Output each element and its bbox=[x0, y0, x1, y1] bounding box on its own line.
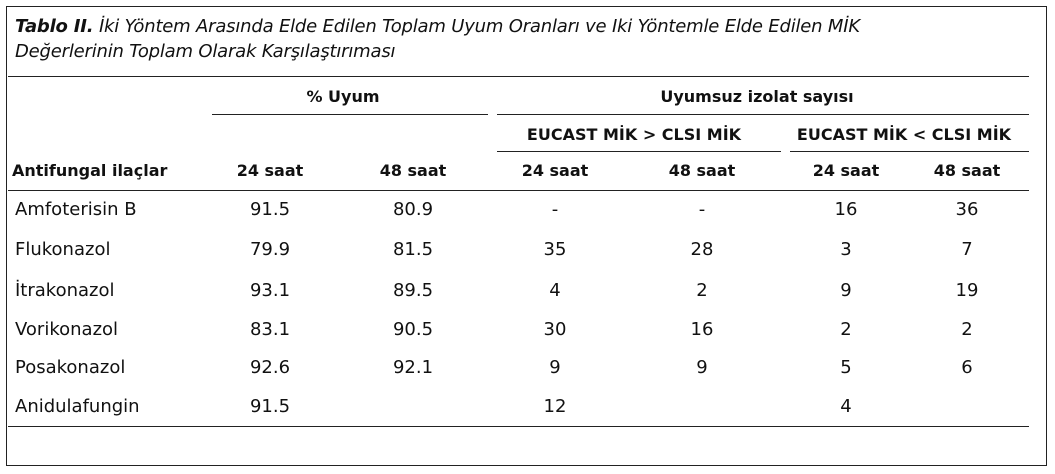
rule-top bbox=[8, 76, 1029, 77]
row-uyum-24: 91.5 bbox=[249, 199, 291, 220]
row-lt-48: 19 bbox=[955, 280, 979, 301]
header-uyum-48: 48 saat bbox=[379, 161, 447, 180]
row-lt-24: 2 bbox=[840, 319, 852, 340]
row-gt-24: 4 bbox=[549, 280, 561, 301]
row-drug: Amfoterisin B bbox=[15, 199, 137, 220]
row-uyum-24: 92.6 bbox=[249, 357, 291, 378]
row-lt-24: 16 bbox=[834, 199, 858, 220]
row-gt-24: 35 bbox=[543, 239, 567, 260]
row-gt-48: 9 bbox=[696, 357, 708, 378]
row-gt-48: 16 bbox=[690, 319, 714, 340]
row-lt-24: 4 bbox=[840, 396, 852, 417]
table-caption bbox=[15, 14, 1015, 64]
row-uyum-48: 92.1 bbox=[392, 357, 434, 378]
header-gt-48: 48 saat bbox=[668, 161, 736, 180]
rule-eucast-gt bbox=[497, 151, 781, 152]
row-drug: Vorikonazol bbox=[15, 319, 119, 340]
rule-uyum bbox=[212, 114, 488, 115]
row-gt-24: 9 bbox=[549, 357, 561, 378]
header-eucast-gt: EUCAST MİK > CLSI MİK bbox=[526, 125, 742, 144]
row-gt-48: 28 bbox=[690, 239, 714, 260]
rule-bottom bbox=[8, 426, 1029, 427]
row-lt-24: 3 bbox=[840, 239, 852, 260]
row-drug: İtrakonazol bbox=[15, 280, 115, 301]
header-gt-24: 24 saat bbox=[521, 161, 589, 180]
header-drug: Antifungal ilaçlar bbox=[12, 161, 168, 180]
row-uyum-24: 83.1 bbox=[249, 319, 291, 340]
rule-eucast-lt bbox=[790, 151, 1029, 152]
row-lt-48: 36 bbox=[955, 199, 979, 220]
row-uyum-24: 91.5 bbox=[249, 396, 291, 417]
caption-text: İki Yöntem Arasında Elde Edilen Toplam Uyum Oranları ve Iki Yöntemle Elde Edilen MİK bbox=[98, 16, 860, 37]
row-uyum-48: 80.9 bbox=[392, 199, 434, 220]
rule-uyumsuz bbox=[497, 114, 1029, 115]
row-gt-24: 12 bbox=[543, 396, 567, 417]
row-gt-24: 30 bbox=[543, 319, 567, 340]
table-frame bbox=[6, 6, 1047, 466]
header-uyumsuz: Uyumsuz izolat sayısı bbox=[660, 87, 854, 106]
header-uyum: % Uyum bbox=[306, 87, 380, 106]
header-lt-24: 24 saat bbox=[812, 161, 880, 180]
row-uyum-24: 79.9 bbox=[249, 239, 291, 260]
caption-label: Tablo II. bbox=[15, 16, 94, 37]
row-uyum-48: 81.5 bbox=[392, 239, 434, 260]
row-lt-48: 6 bbox=[961, 357, 973, 378]
row-drug: Posakonazol bbox=[15, 357, 126, 378]
row-gt-48: - bbox=[698, 199, 706, 220]
row-gt-48: 2 bbox=[696, 280, 708, 301]
header-uyum-24: 24 saat bbox=[236, 161, 304, 180]
row-gt-24: - bbox=[551, 199, 559, 220]
rule-header-bottom bbox=[8, 190, 1029, 191]
row-lt-48: 2 bbox=[961, 319, 973, 340]
row-uyum-48: 90.5 bbox=[392, 319, 434, 340]
row-lt-24: 5 bbox=[840, 357, 852, 378]
row-drug: Flukonazol bbox=[15, 239, 111, 260]
caption-text-line2: Değerlerinin Toplam Olarak Karşılaştırıması bbox=[15, 41, 396, 62]
row-lt-48: 7 bbox=[961, 239, 973, 260]
header-eucast-lt: EUCAST MİK < CLSI MİK bbox=[796, 125, 1012, 144]
header-lt-48: 48 saat bbox=[933, 161, 1001, 180]
row-lt-24: 9 bbox=[840, 280, 852, 301]
row-drug: Anidulafungin bbox=[15, 396, 140, 417]
row-uyum-48: 89.5 bbox=[392, 280, 434, 301]
row-uyum-24: 93.1 bbox=[249, 280, 291, 301]
